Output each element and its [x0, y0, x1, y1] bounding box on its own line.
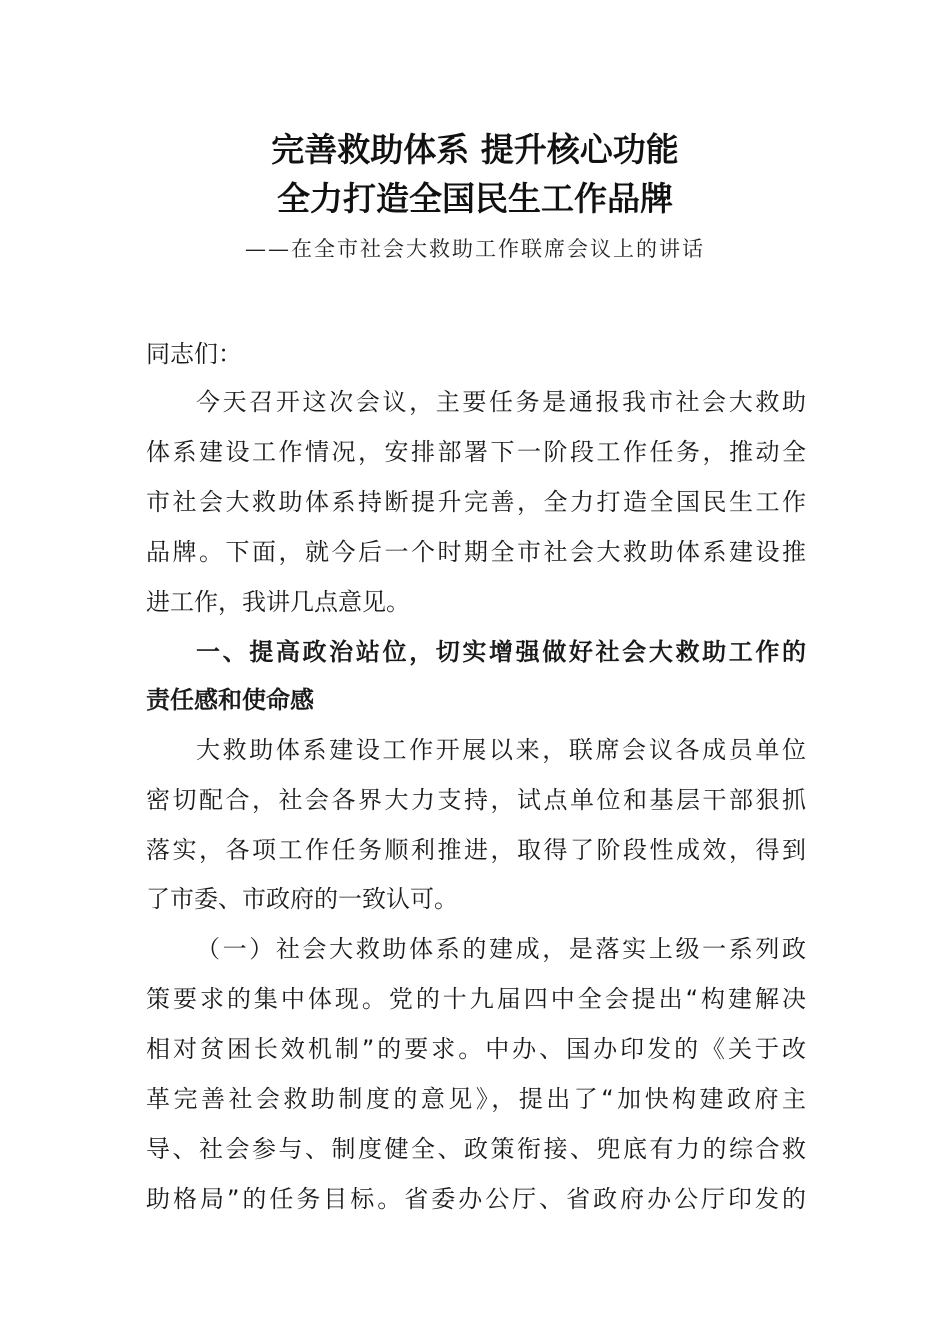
- body-line: 助格局”的任务目标。省委办公厅、省政府办公厅印发的: [146, 1185, 806, 1213]
- body-line: 品牌。下面，就今后一个时期全市社会大救助体系建设推: [146, 538, 806, 566]
- body-line: 今天召开这次会议，主要任务是通报我市社会大救助: [196, 388, 806, 416]
- body-line: 策要求的集中体现。党的十九届四中全会提出“构建解决: [146, 985, 806, 1013]
- section-heading: 一、提高政治站位，切实增强做好社会大救助工作的: [196, 638, 806, 666]
- body-line: 体系建设工作情况，安排部署下一阶段工作任务，推动全: [146, 438, 806, 466]
- body-line: 相对贫困长效机制”的要求。中办、国办印发的《关于改: [146, 1035, 806, 1063]
- document-title-line-2: 全力打造全国民生工作品牌: [277, 179, 673, 218]
- section-heading: 责任感和使命感: [146, 686, 314, 714]
- body-line: 革完善社会救助制度的意见》，提出了“加快构建政府主: [146, 1085, 806, 1113]
- body-line: 密切配合，社会各界大力支持，试点单位和基层干部狠抓: [146, 786, 806, 814]
- body-line: 导、社会参与、制度健全、政策衔接、兜底有力的综合救: [146, 1135, 806, 1163]
- body-line: 大救助体系建设工作开展以来，联席会议各成员单位: [196, 736, 806, 764]
- salutation: 同志们：: [146, 340, 242, 368]
- body-line: （一）社会大救助体系的建成，是落实上级一系列政: [196, 935, 806, 963]
- body-line: 落实，各项工作任务顺利推进，取得了阶段性成效，得到: [146, 836, 806, 864]
- body-line: 市社会大救助体系持断提升完善，全力打造全国民生工作: [146, 488, 806, 516]
- body-line: 进工作，我讲几点意见。: [146, 588, 410, 616]
- body-line: 了市委、市政府的一致认可。: [146, 885, 458, 913]
- document-title-line-1: 完善救助体系 提升核心功能: [271, 130, 679, 169]
- document-subtitle: ——在全市社会大救助工作联席会议上的讲话: [245, 237, 705, 261]
